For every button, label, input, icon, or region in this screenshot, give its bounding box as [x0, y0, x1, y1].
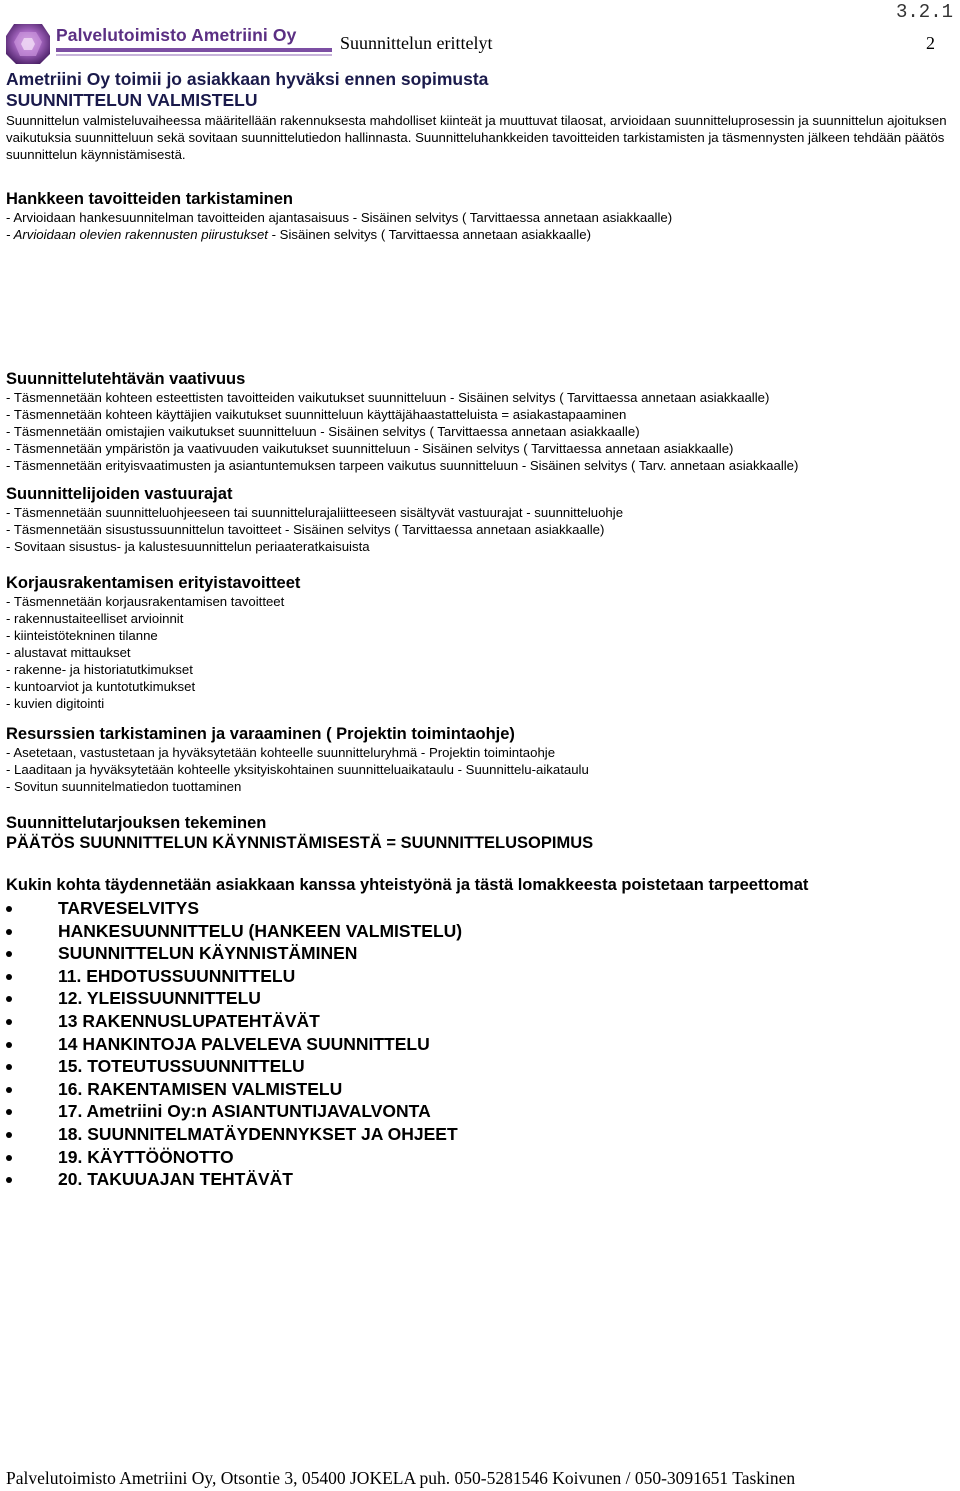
page-header — [0, 0, 960, 70]
page-footer: Palvelutoimisto Ametriini Oy, Otsontie 3, 05400 JOKELA puh. 050-5281546 Koivunen / 050-3091651 Taskinen — [6, 1468, 796, 1488]
resources-line: - Asetetaan, vastustetaan ja hyväksytetään kohteelle suunnitteluryhmä - Projektin toimintaohje — [6, 745, 556, 760]
renovation-line: - alustavat mittaukset — [6, 645, 131, 660]
list-item — [6, 1078, 951, 1101]
renovation-line: - kiinteistötekninen tilanne — [6, 628, 158, 643]
list-item-label: TARVESELVITYS — [58, 898, 199, 918]
logo-text: Palvelutoimisto Ametriini Oy — [56, 25, 297, 45]
logo-underline-light — [56, 54, 332, 56]
bullet-icon — [6, 996, 12, 1002]
bullet-icon — [6, 906, 12, 912]
list-item — [6, 920, 951, 943]
bullet-icon — [6, 1042, 12, 1048]
renovation-line: - rakenne- ja historiatutkimukset — [6, 662, 193, 677]
responsibilities-line: - Täsmennetään suunnitteluohjeeseen tai suunnittelurajaliitteeseen sisältyvät vastuurajat - suunnitteluohje — [6, 505, 624, 520]
bullet-icon — [6, 1019, 12, 1025]
bullet-icon — [6, 1109, 12, 1115]
demand-line: - Täsmennetään omistajien vaikutukset suunnitteluun - Sisäinen selvitys ( Tarvittaessa annetaan asiakkaalle) — [6, 424, 640, 439]
renovation-line: - kuvien digitointi — [6, 696, 105, 711]
note-section — [6, 875, 951, 1191]
list-item-label: 12. YLEISSUUNNITTELU — [58, 988, 261, 1009]
offer-title: Suunnittelutarjouksen tekeminen — [6, 814, 267, 832]
goals-line: - Arvioidaan hankesuunnitelman tavoitteiden ajantasaisuus - Sisäinen selvitys ( Tarvittaessa annetaan asiakkaalle) — [6, 210, 673, 225]
list-item — [6, 1146, 951, 1169]
list-item-label: 18. SUUNNITELMATÄYDENNYKSET JA OHJEET — [58, 1123, 458, 1144]
goals-section — [6, 189, 951, 243]
list-item-label: 13 RAKENNUSLUPATEHTÄVÄT — [58, 1010, 320, 1031]
demand-section — [6, 369, 951, 474]
document-body — [6, 69, 951, 1191]
list-item — [6, 1123, 951, 1146]
renovation-line: - Täsmennetään korjausrakentamisen tavoitteet — [6, 594, 285, 609]
responsibilities-title: Suunnittelijoiden vastuurajat — [6, 485, 233, 503]
resources-section — [6, 724, 951, 795]
resources-title: Resurssien tarkistaminen ja varaaminen ( Projektin toimintaohje) — [6, 725, 515, 743]
bullet-icon — [6, 1177, 12, 1183]
bullet-icon — [6, 951, 12, 957]
demand-line: - Täsmennetään kohteen käyttäjien vaikutukset suunnitteluun käyttäjähaastatteluista = asiakastapaaminen — [6, 407, 627, 422]
list-item — [6, 965, 951, 988]
list-item-label: 19. KÄYTTÖÖNOTTO — [58, 1146, 234, 1167]
goals-line-2 — [6, 226, 951, 243]
bullet-icon — [6, 974, 12, 980]
demand-title: Suunnittelutehtävän vaativuus — [6, 370, 246, 388]
renovation-title: Korjausrakentamisen erityistavoitteet — [6, 574, 301, 592]
renovation-line: - rakennustaiteelliset arvioinnit — [6, 611, 184, 626]
document-title: Suunnittelun erittelyt — [340, 33, 493, 53]
note-title: Kukin kohta täydennetään asiakkaan kanssa yhteistyönä ja tästä lomakkeesta poistetaan tarpeettomat — [6, 876, 809, 894]
bullet-icon — [6, 1087, 12, 1093]
bullet-icon — [6, 1064, 12, 1070]
offer-section — [6, 813, 951, 853]
responsibilities-line: - Sovitaan sisustus- ja kalustesuunnittelun periaateratkaisuista — [6, 539, 370, 554]
list-item-label: 15. TOTEUTUSSUUNNITTELU — [58, 1056, 305, 1077]
responsibilities-section — [6, 484, 951, 555]
bullet-icon — [6, 1132, 12, 1138]
list-item-label: 11. EHDOTUSSUUNNITTELU — [58, 965, 296, 986]
list-item — [6, 1168, 951, 1191]
intro-subheading: SUUNNITTELUN VALMISTELU — [6, 90, 258, 110]
list-item-label: 16. RAKENTAMISEN VALMISTELU — [58, 1078, 343, 1099]
demand-line: - Täsmennetään ympäristön ja vaativuuden vaikutukset suunnitteluun - Sisäinen selvitys ( Tarvittaessa annetaan asiakkaalle) — [6, 441, 734, 456]
demand-line: - Täsmennetään kohteen esteettisten tavoitteiden vaikutukset suunnitteluun - Sisäinen selvitys ( Tarvittaessa annetaan asiakkaalle) — [6, 390, 770, 405]
logo-underline — [56, 48, 332, 52]
list-item-label: SUUNNITTELUN KÄYNNISTÄMINEN — [58, 943, 358, 964]
list-item-label: 17. Ametriini Oy:n ASIANTUNTIJAVALVONTA — [58, 1101, 431, 1122]
resources-line: - Laaditaan ja hyväksytetään kohteelle yksityiskohtainen suunnitteluaikataulu - Suunnittelu-aikataulu — [6, 762, 589, 777]
list-item-label: 20. TAKUUAJAN TEHTÄVÄT — [58, 1169, 293, 1190]
bullet-icon — [6, 929, 12, 935]
list-item-label: 14 HANKINTOJA PALVELEVA SUUNNITTELU — [58, 1033, 430, 1054]
goals-line-2-italic: - Arvioidaan olevien rakennusten piirustukset — [6, 227, 268, 242]
list-item — [6, 942, 951, 965]
list-item — [6, 987, 951, 1010]
decision-text: PÄÄTÖS SUUNNITTELUN KÄYNNISTÄMISESTÄ = SUUNNITTELUSOPIMUS — [6, 834, 594, 852]
phase-list — [6, 897, 951, 1191]
goals-title: Hankkeen tavoitteiden tarkistaminen — [6, 190, 294, 208]
list-item-label: HANKESUUNNITTELU (HANKEEN VALMISTELU) — [58, 920, 463, 941]
demand-line: - Täsmennetään erityisvaatimusten ja asiantuntemuksen tarpeen vaikutus suunnitteluun - Sisäinen selvitys ( Tarv. annetaan asiakkaalle) — [6, 458, 799, 473]
bullet-icon — [6, 1155, 12, 1161]
intro-heading: Ametriini Oy toimii jo asiakkaan hyväksi ennen sopimusta — [6, 69, 489, 89]
list-item — [6, 1033, 951, 1056]
list-item — [6, 1010, 951, 1033]
list-item — [6, 1100, 951, 1123]
company-logo — [4, 22, 334, 66]
page-number: 2 — [926, 33, 935, 53]
resources-line: - Sovitun suunnitelmatiedon tuottaminen — [6, 779, 242, 794]
amethyst-gem-icon — [4, 22, 52, 66]
list-item — [6, 1055, 951, 1078]
intro-paragraph: Suunnittelun valmisteluvaiheessa määritellään rakennuksesta mahdolliset kiinteät ja muuttuvat tilaosat, arvioidaan suunnitteluprosessin ja suunnittelun ajoituksen vaikutuksia suunnitteluun sekä sovitaan suunnittelutiedon hallinnasta. Suunnitteluhankkeiden tavoitteiden tarkistamisten ja täsmennysten jälkeen tehdään päätös suunnittelun käynnistämisestä. — [6, 113, 947, 162]
goals-line-2-rest: - Sisäinen selvitys ( Tarvittaessa annetaan asiakkaalle) — [267, 227, 591, 242]
intro-section — [6, 69, 951, 163]
list-item — [6, 897, 951, 920]
responsibilities-line: - Täsmennetään sisustussuunnittelun tavoitteet - Sisäinen selvitys ( Tarvittaessa annetaan asiakkaalle) — [6, 522, 605, 537]
document-code: 3.2.1 — [896, 1, 954, 23]
renovation-section — [6, 573, 951, 712]
renovation-line: - kuntoarviot ja kuntotutkimukset — [6, 679, 196, 694]
